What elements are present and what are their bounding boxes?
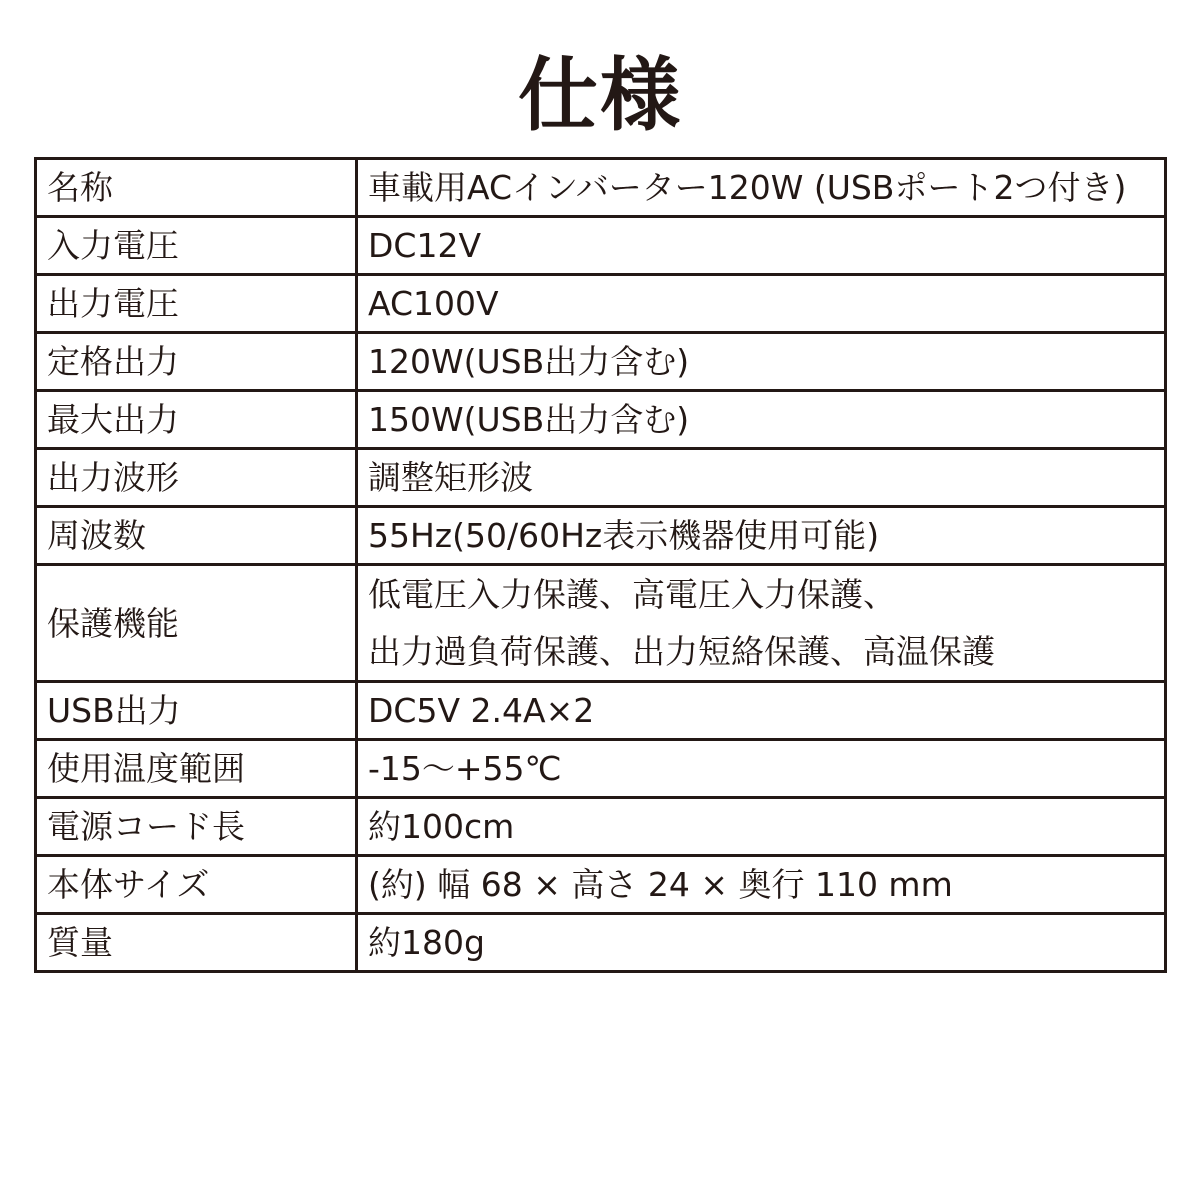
page-title: 仕様 [518, 49, 682, 142]
table-row [36, 159, 1166, 217]
spec-value-line: 150W(USB出力含む) [368, 400, 690, 439]
spec-label: 最大出力 [36, 391, 357, 449]
spec-value-line: AC100V [368, 284, 499, 323]
table-row [36, 507, 1166, 565]
spec-label: USB出力 [36, 682, 357, 740]
table-row [36, 914, 1166, 972]
spec-value-line: DC12V [368, 226, 482, 265]
spec-value-line: 55Hz(50/60Hz表示機器使用可能) [368, 516, 880, 555]
spec-value-line: (約) 幅 68 × 高さ 24 × 奥行 110 mm [368, 865, 953, 904]
spec-value [357, 682, 1166, 740]
table-row [36, 391, 1166, 449]
table-row [36, 565, 1166, 682]
spec-value-line: -15〜+55℃ [368, 749, 562, 788]
spec-value [357, 449, 1166, 507]
spec-label: 出力電圧 [36, 275, 357, 333]
spec-value-line: 120W(USB出力含む) [368, 342, 690, 381]
spec-label: 質量 [36, 914, 357, 972]
spec-value [357, 856, 1166, 914]
table-row [36, 798, 1166, 856]
spec-label: 保護機能 [36, 565, 357, 682]
spec-value [357, 217, 1166, 275]
table-row [36, 682, 1166, 740]
spec-value [357, 740, 1166, 798]
spec-value-line: DC5V 2.4A×2 [368, 691, 595, 730]
spec-value [357, 275, 1166, 333]
table-row [36, 449, 1166, 507]
table-row [36, 275, 1166, 333]
table-row [36, 856, 1166, 914]
spec-label: 出力波形 [36, 449, 357, 507]
spec-label: 本体サイズ [36, 856, 357, 914]
spec-value [357, 333, 1166, 391]
spec-value-line: 調整矩形波 [368, 458, 533, 497]
spec-value-line: 低電圧入力保護、高電圧入力保護、 [368, 575, 896, 614]
spec-value [357, 159, 1166, 217]
spec-label: 名称 [36, 159, 357, 217]
spec-value-line: 約180g [368, 923, 485, 962]
table-row [36, 333, 1166, 391]
spec-value [357, 798, 1166, 856]
spec-label: 定格出力 [36, 333, 357, 391]
spec-value-line: 出力過負荷保護、出力短絡保護、高温保護 [368, 632, 995, 671]
spec-label: 電源コード長 [36, 798, 357, 856]
spec-label: 使用温度範囲 [36, 740, 357, 798]
spec-value [357, 565, 1166, 682]
spec-label: 周波数 [36, 507, 357, 565]
spec-value-line: 車載用ACインバーター120W (USBポート2つ付き) [368, 168, 1127, 207]
spec-label: 入力電圧 [36, 217, 357, 275]
spec-value [357, 507, 1166, 565]
spec-table [34, 157, 1167, 973]
spec-value [357, 914, 1166, 972]
table-row [36, 740, 1166, 798]
spec-value [357, 391, 1166, 449]
table-row [36, 217, 1166, 275]
spec-value-line: 約100cm [368, 807, 515, 846]
